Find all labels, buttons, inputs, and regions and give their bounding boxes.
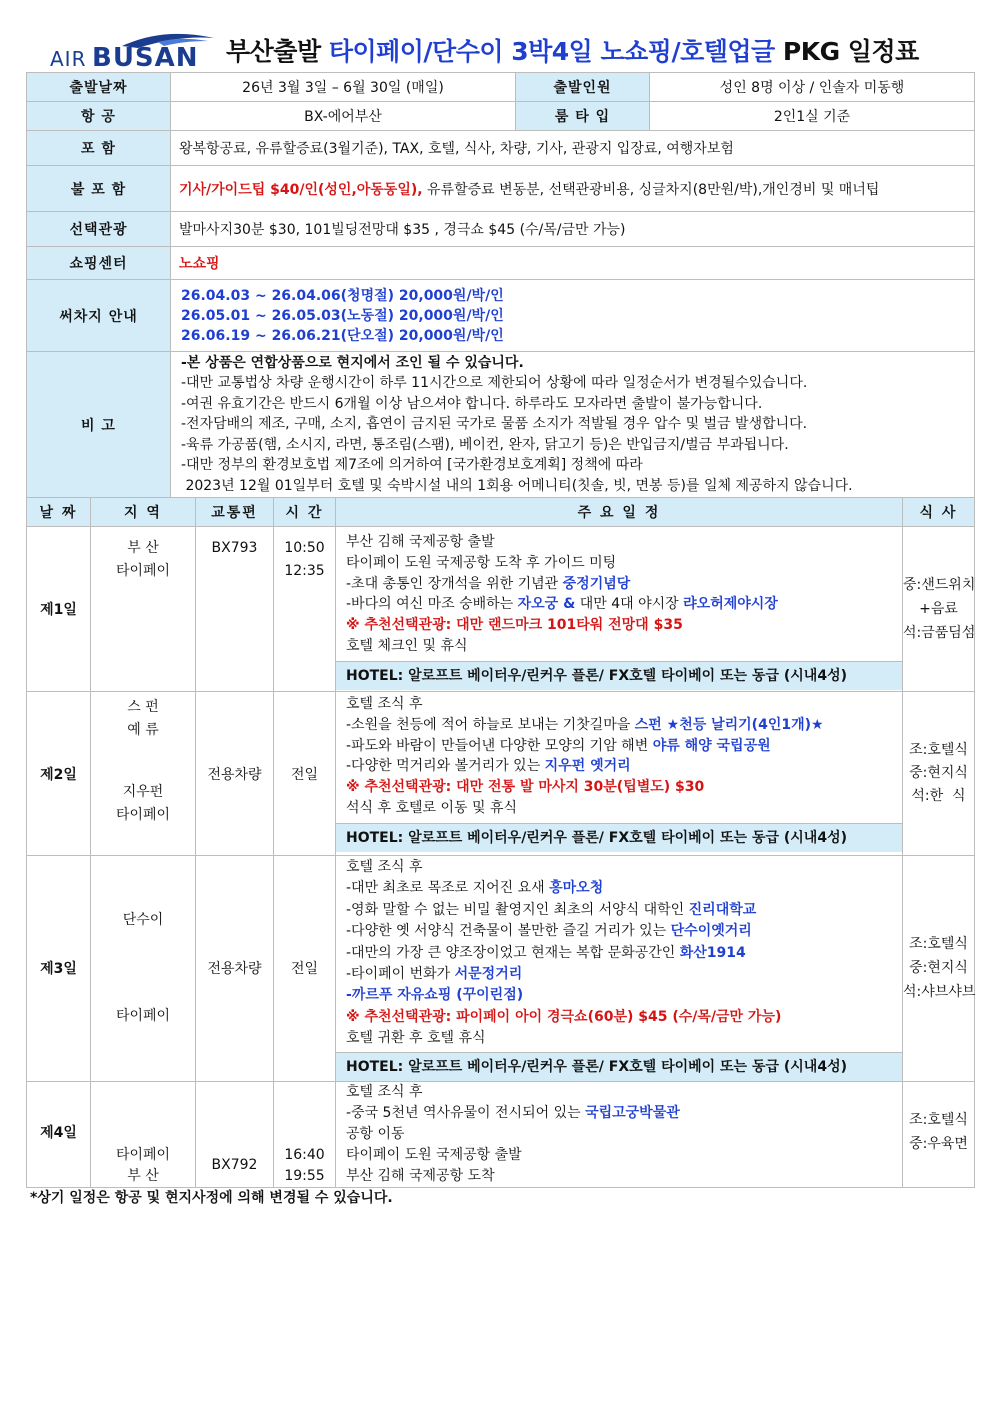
airline-label: 항 공 <box>27 102 171 131</box>
itinerary-highlight: 중정기념당 <box>562 575 631 592</box>
day2-region <box>91 692 196 856</box>
surcharge-line: 26.04.03 ~ 26.04.06(청명절) 20,000원/박/인 <box>181 287 504 304</box>
itinerary-highlight: 서문정거리 <box>454 966 523 983</box>
day2-time: 전일 <box>274 692 336 856</box>
meal-text: 중:현지식 <box>909 960 968 977</box>
include-value: 왕복항공료, 유류할증료(3월기준), TAX, 호텔, 식사, 차량, 기사, 관광지 입장료, 여행자보험 <box>171 131 975 166</box>
itinerary-text: 대만 4대 야시장 <box>575 596 684 613</box>
itinerary-line <box>346 921 892 942</box>
day3-hotel: HOTEL: 알로프트 베이터우/린커우 플론/ FX호텔 타이베이 또는 동급 (시내4성) <box>336 1052 902 1081</box>
itinerary-line: 호텔 조식 후 <box>346 1083 423 1100</box>
day2-hotel: HOTEL: 알로프트 베이터우/린커우 플론/ FX호텔 타이베이 또는 동급 (시내4성) <box>336 823 902 852</box>
row-depart <box>27 73 975 102</box>
header-meal: 식 사 <box>903 498 975 527</box>
room-value: 2인1실 기준 <box>650 102 975 131</box>
day2-meal <box>903 692 975 856</box>
region-text: 지우펀 <box>122 784 164 800</box>
footnote: *상기 일정은 항공 및 현지사정에 의해 변경될 수 있습니다. <box>30 1190 393 1206</box>
remark-line: -대만 정부의 환경보호법 제7조에 의거하여 [국가환경보호계획] 정책에 따라 <box>181 457 643 474</box>
header-region: 지 역 <box>91 498 196 527</box>
exclude-value <box>171 166 975 212</box>
remark-line: -본 상품은 연합상품으로 현지에서 조인 될 수 있습니다. <box>181 354 524 371</box>
region-text: 타이페이 <box>115 807 171 823</box>
flight-number: BX793 <box>211 540 258 556</box>
time-text: 12:35 <box>284 563 325 579</box>
itinerary-line <box>346 943 892 964</box>
itinerary-text: -바다의 여신 마조 숭배하는 <box>346 596 518 613</box>
day3-region <box>91 856 196 1082</box>
meal-text: 조:호텔식 <box>909 936 968 953</box>
day3-row <box>27 856 975 1082</box>
itinerary-line: 부산 김해 국제공항 도착 <box>346 1167 495 1184</box>
day3-transport: 전용차량 <box>196 856 274 1082</box>
itinerary-text: -대만 최초로 목조로 지어진 요새 <box>346 880 550 897</box>
meal-text: 석:금품딤섬 <box>903 625 976 641</box>
itinerary-highlight: 단수이옛거리 <box>670 923 752 940</box>
row-remarks <box>27 352 975 498</box>
row-exclude <box>27 166 975 212</box>
itinerary-line: 공항 이동 <box>346 1125 405 1142</box>
info-table <box>26 72 975 498</box>
day1-time <box>274 527 336 692</box>
region-text: 타이페이 <box>115 563 171 579</box>
time-text: 19:55 <box>284 1167 325 1184</box>
region-text: 부 산 <box>127 1167 159 1184</box>
shopping-label: 쇼핑센터 <box>27 247 171 280</box>
day1-label: 제1일 <box>27 527 91 692</box>
itinerary-line: 호텔 귀환 후 호텔 휴식 <box>346 1030 486 1047</box>
itinerary-line <box>346 715 892 736</box>
meal-text: 조:호텔식 <box>909 742 968 758</box>
row-surcharge <box>27 280 975 352</box>
remarks-value <box>171 352 975 498</box>
include-label: 포 함 <box>27 131 171 166</box>
remark-line: -육류 가공품(햄, 소시지, 라면, 통조림(스팸), 베이컨, 완자, 닭고기 등)은 반입금지/벌금 부과됩니다. <box>181 436 789 453</box>
air-busan-logo <box>50 32 220 72</box>
region-text: 타이페이 <box>115 1146 171 1163</box>
itinerary-text: -다양한 먹거리와 볼거리가 있는 <box>346 758 545 775</box>
itinerary-highlight: 진리대학교 <box>688 901 757 918</box>
itinerary-text: -파도와 바람이 만들어낸 다양한 모양의 기암 해변 <box>346 737 653 754</box>
day4-label: 제4일 <box>27 1081 91 1187</box>
day3-meal <box>903 856 975 1082</box>
itinerary-line: 부산 김해 국제공항 출발 <box>346 534 495 550</box>
meal-text: 중:우육면 <box>909 1135 968 1152</box>
itinerary-text: -대만의 가장 큰 양조장이었고 현재는 복합 문화공간인 <box>346 944 680 961</box>
day2-transport: 전용차량 <box>196 692 274 856</box>
day1-itinerary <box>336 527 903 692</box>
remark-line: -대만 교통법상 차량 운행시간이 하루 11시간으로 제한되어 상황에 따라 일정순서가 변경될수있습니다. <box>181 375 808 392</box>
itinerary-text: -중국 5천년 역사유물이 전시되어 있는 <box>346 1104 586 1121</box>
remarks-label: 비 고 <box>27 352 171 498</box>
region-text: 부 산 <box>127 540 159 556</box>
optional-label: 선택관광 <box>27 212 171 247</box>
itinerary-text: -다양한 옛 서양식 건축물이 볼만한 즐길 거리가 있는 <box>346 923 671 940</box>
title-highlight: 타이페이/단수이 3박4일 노쇼핑/호텔업글 <box>328 37 775 66</box>
row-include <box>27 131 975 166</box>
itinerary-text: -타이페이 번화가 <box>346 966 455 983</box>
logo-busan-text: BUSAN <box>92 43 199 73</box>
row-shopping <box>27 247 975 280</box>
depart-date-label: 출발날짜 <box>27 73 171 102</box>
day4-meal <box>903 1081 975 1187</box>
logo-air-text: AIR <box>50 47 87 71</box>
shopping-value: 노쇼핑 <box>171 247 975 280</box>
day4-transport <box>196 1081 274 1187</box>
exclude-red: 기사/가이드팁 $40/인(성인,아동동일), <box>179 181 423 198</box>
itinerary-highlight: 지우펀 옛거리 <box>544 758 631 775</box>
itinerary-option: ※ 추천선택관광: 파이페이 아이 경극쇼(60분) $45 (수/목/금만 가능) <box>346 1008 782 1025</box>
remark-line: -여권 유효기간은 반드시 6개월 이상 남으셔야 합니다. 하루라도 모자라면 출발이 불가능합니다. <box>181 395 763 412</box>
itinerary-line <box>346 1103 892 1124</box>
exclude-label: 불 포 함 <box>27 166 171 212</box>
meal-text: 중:샌드위치 <box>903 577 976 593</box>
airline-value: BX-에어부산 <box>171 102 516 131</box>
itinerary-highlight: 랴오허제야시장 <box>683 596 778 613</box>
meal-text: +음료 <box>919 601 958 617</box>
region-text: 단수이 <box>122 911 164 928</box>
depart-people-value: 성인 8명 이상 / 인솔자 미동행 <box>650 73 975 102</box>
meal-text: 중:현지식 <box>909 765 968 781</box>
day4-time <box>274 1081 336 1187</box>
itinerary-line <box>346 574 892 595</box>
day1-hotel: HOTEL: 알로프트 베이터우/린커우 플론/ FX호텔 타이베이 또는 동급 (시내4성) <box>336 661 902 690</box>
itinerary-highlight: -까르푸 자유쇼핑 (꾸이린점) <box>346 987 524 1004</box>
surcharge-label: 써차지 안내 <box>27 280 171 352</box>
page-title <box>226 32 919 68</box>
row-optional <box>27 212 975 247</box>
page-header <box>28 30 974 72</box>
remark-line: 2023년 12월 01일부터 호텔 및 숙박시설 내의 1회용 어메니티(칫솔, 빗, 면봉 등)를 일체 제공하지 않습니다. <box>181 477 853 494</box>
day2-row <box>27 692 975 856</box>
day3-label: 제3일 <box>27 856 91 1082</box>
itinerary-line <box>346 900 892 921</box>
time-text: 10:50 <box>284 540 325 556</box>
itinerary-highlight: 홍마오청 <box>549 880 604 897</box>
remark-line: -전자담배의 제조, 구매, 소지, 흡연이 금지된 국가로 물품 소지가 적발될 경우 압수 및 벌금 발생합니다. <box>181 416 808 433</box>
optional-value: 발마사지30분 $30, 101빌딩전망대 $35 , 경극쇼 $45 (수/목/금만 가능) <box>171 212 975 247</box>
day1-transport <box>196 527 274 692</box>
surcharge-line: 26.06.19 ~ 26.06.21(단오절) 20,000원/박/인 <box>181 327 504 344</box>
meal-text: 석:샤브샤브 <box>903 984 976 1001</box>
itinerary-line <box>346 736 892 757</box>
day1-row <box>27 527 975 692</box>
itinerary-line: 타이페이 도원 국제공항 출발 <box>346 1146 522 1163</box>
itinerary-text: -초대 총통인 장개석을 위한 기념관 <box>346 575 563 592</box>
day4-row <box>27 1081 975 1187</box>
schedule-header-row <box>27 498 975 527</box>
title-prefix: 부산출발 <box>226 37 329 66</box>
header-date: 날 짜 <box>27 498 91 527</box>
day1-meal <box>903 527 975 692</box>
itinerary-line <box>346 878 892 899</box>
header-main: 주 요 일 정 <box>336 498 903 527</box>
itinerary-option: ※ 추천선택관광: 대만 랜드마크 101타워 전망대 $35 <box>346 617 683 634</box>
meal-text: 조:호텔식 <box>909 1111 968 1128</box>
depart-date-value: 26년 3월 3일 – 6월 30일 (매일) <box>171 73 516 102</box>
itinerary-highlight: 스펀 ★천등 날리기(4인1개)★ <box>634 716 824 733</box>
surcharge-value <box>171 280 975 352</box>
itinerary-highlight: 국립고궁박물관 <box>585 1104 680 1121</box>
itinerary-line <box>346 594 892 615</box>
title-suffix: PKG 일정표 <box>774 37 919 66</box>
region-text: 스 펀 <box>127 699 159 715</box>
itinerary-line: 타이페이 도원 국제공항 도착 후 가이드 미팅 <box>346 554 617 571</box>
meal-text: 석:한 식 <box>911 788 966 804</box>
day1-region <box>91 527 196 692</box>
itinerary-highlight: 자오궁 & <box>517 596 576 613</box>
region-text: 타이페이 <box>115 1007 171 1024</box>
depart-people-label: 출발인원 <box>516 73 650 102</box>
header-transport: 교통편 <box>196 498 274 527</box>
region-text: 예 류 <box>127 722 159 738</box>
itinerary-highlight: 화산1914 <box>679 944 746 961</box>
itinerary-line: 호텔 조식 후 <box>346 859 423 875</box>
itinerary-text: -영화 말할 수 없는 비밀 촬영지인 최초의 서양식 대학인 <box>346 901 689 918</box>
day4-itinerary <box>336 1081 903 1187</box>
surcharge-line: 26.05.01 ~ 26.05.03(노동절) 20,000원/박/인 <box>181 307 504 324</box>
header-time: 시 간 <box>274 498 336 527</box>
day3-itinerary <box>336 856 903 1082</box>
itinerary-text: -소원을 천등에 적어 하늘로 보내는 기찻길마을 <box>346 716 635 733</box>
schedule-table <box>26 497 975 1188</box>
itinerary-line: 석식 후 호텔로 이동 및 휴식 <box>346 799 518 816</box>
day3-time: 전일 <box>274 856 336 1082</box>
itinerary-line: 호텔 조식 후 <box>346 696 423 712</box>
time-text: 16:40 <box>284 1146 325 1163</box>
flight-number: BX792 <box>211 1156 258 1173</box>
day2-itinerary <box>336 692 903 856</box>
itinerary-highlight: 야류 해양 국립공원 <box>652 737 771 754</box>
exclude-rest: 유류할증료 변동분, 선택관광비용, 싱글차지(8만원/박),개인경비 및 매너팁 <box>422 181 880 198</box>
day2-label: 제2일 <box>27 692 91 856</box>
room-label: 룸 타 입 <box>516 102 650 131</box>
row-airline <box>27 102 975 131</box>
itinerary-line <box>346 756 892 777</box>
itinerary-option: ※ 추천선택관광: 대만 전통 발 마사지 30분(팁별도) $30 <box>346 779 705 796</box>
itinerary-line: 호텔 체크인 및 휴식 <box>346 637 468 654</box>
itinerary-line <box>346 964 892 985</box>
day4-region <box>91 1081 196 1187</box>
